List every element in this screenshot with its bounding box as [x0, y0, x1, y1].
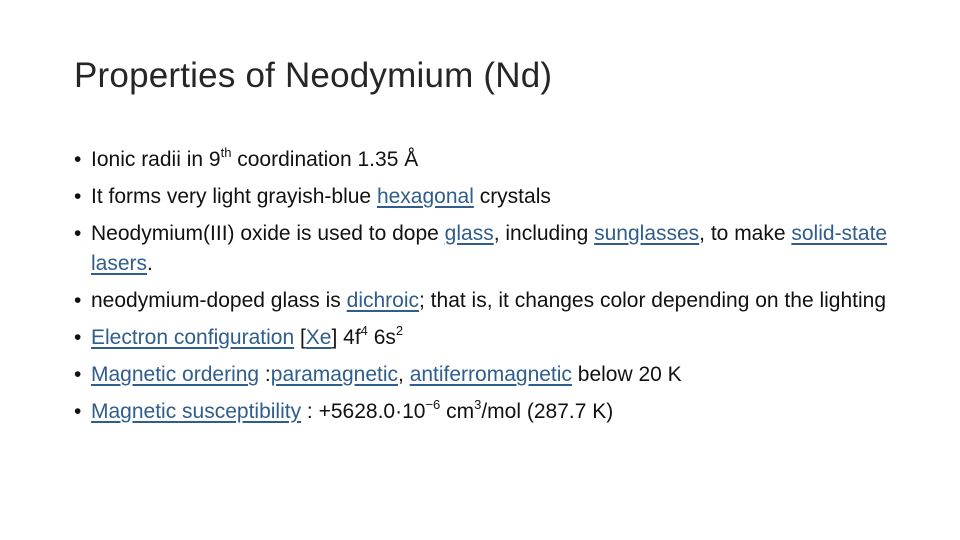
- bullet-text: ] 4f: [331, 326, 361, 349]
- bullet-text: :: [259, 363, 271, 386]
- superscript: 2: [395, 323, 404, 338]
- bullet-text: Ionic radii in 9: [91, 148, 221, 171]
- bullet-electron-configuration: [74, 323, 934, 353]
- bullet-icon: •: [74, 326, 82, 349]
- bullet-text: .: [147, 252, 153, 275]
- link-sunglasses[interactable]: sunglasses: [594, 222, 700, 245]
- link-electron-configuration[interactable]: Electron configuration: [91, 326, 295, 349]
- bullet-text: : +5628.0·10: [301, 400, 426, 423]
- superscript: 3: [474, 397, 482, 412]
- bullet-text: ,: [398, 363, 410, 386]
- bullet-ionic-radii: [74, 145, 934, 175]
- bullet-oxide: [74, 219, 934, 279]
- bullet-text: It forms very light grayish-blue: [91, 185, 377, 208]
- bullet-list: [74, 145, 934, 434]
- bullet-icon: •: [74, 148, 82, 171]
- superscript: 4: [360, 323, 368, 338]
- bullet-icon: •: [74, 400, 82, 423]
- link-magnetic-susceptibility[interactable]: Magnetic susceptibility: [91, 400, 302, 423]
- bullet-icon: •: [74, 363, 82, 386]
- link-dichroic[interactable]: dichroic: [346, 289, 420, 312]
- bullet-icon: •: [74, 289, 82, 312]
- link-xe[interactable]: Xe: [305, 326, 332, 349]
- link-magnetic-ordering[interactable]: Magnetic ordering: [91, 363, 260, 386]
- bullet-icon: •: [74, 185, 82, 208]
- bullet-text: ; that is, it changes color depending on the lighting: [419, 289, 886, 312]
- bullet-text: , including: [493, 222, 595, 245]
- bullet-text: Neodymium(III) oxide is used to dope: [91, 222, 445, 245]
- bullet-text: crystals: [473, 185, 551, 208]
- slide-title: Properties of Neodymium (Nd): [74, 56, 553, 95]
- bullet-magnetic-susceptibility: [74, 397, 934, 427]
- link-antiferromagnetic[interactable]: antiferromagnetic: [409, 363, 572, 386]
- bullet-text: below 20 K: [571, 363, 682, 386]
- bullet-text: neodymium-doped glass is: [91, 289, 347, 312]
- bullet-magnetic-ordering: [74, 360, 934, 390]
- bullet-text: cm: [440, 400, 475, 423]
- link-paramagnetic[interactable]: paramagnetic: [270, 363, 399, 386]
- bullet-text: /mol (287.7 K): [481, 400, 614, 423]
- bullet-icon: •: [74, 222, 82, 245]
- link-glass[interactable]: glass: [444, 222, 494, 245]
- superscript: −6: [425, 397, 441, 412]
- link-solid-state-lasers[interactable]: solid-state lasers: [91, 222, 888, 275]
- bullet-text: [: [294, 326, 306, 349]
- superscript: th: [220, 145, 232, 160]
- bullet-dichroic: [74, 286, 934, 316]
- bullet-crystals: [74, 182, 934, 212]
- bullet-text: 6s: [367, 326, 396, 349]
- bullet-text: , to make: [699, 222, 792, 245]
- bullet-text: coordination 1.35 Å: [231, 148, 419, 171]
- link-hexagonal[interactable]: hexagonal: [376, 185, 474, 208]
